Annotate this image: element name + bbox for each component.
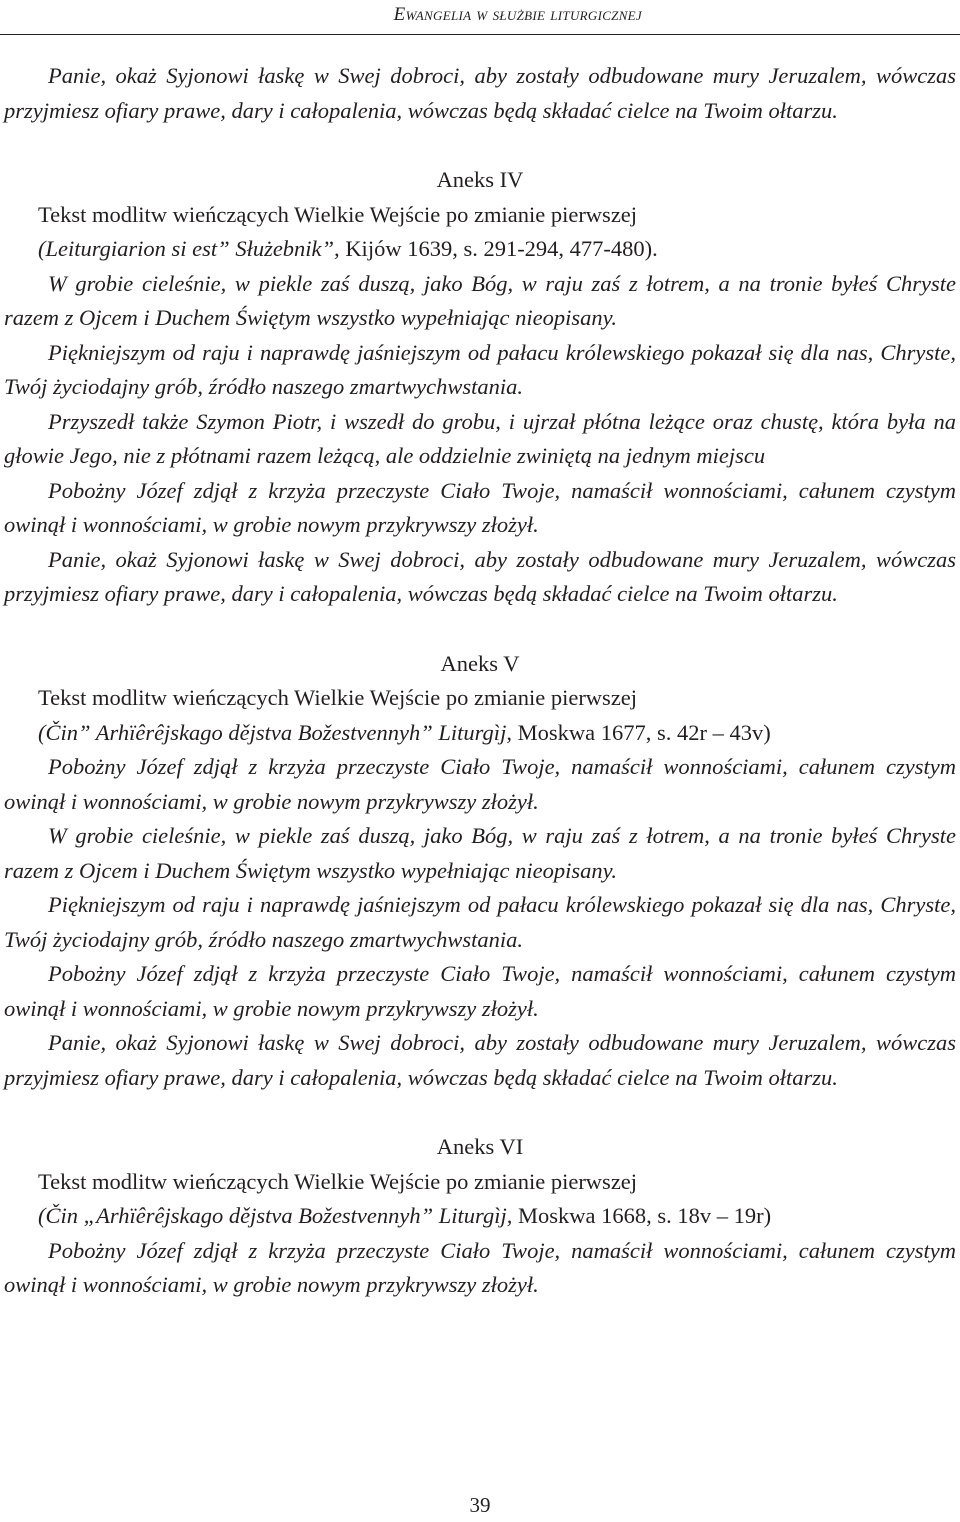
annex-source (4, 716, 956, 751)
page-number: 39 (469, 1493, 491, 1517)
paragraph: Piękniejszym od raju i naprawdę jaśniejszym od pałacu królewskiego pokazał się dla nas, Chryste, Twój życiodajny grób, źródło naszego zmartwychwstania. (4, 339, 956, 399)
header-rule (0, 34, 960, 35)
paragraph: Panie, okaż Syjonowi łaskę w Swej dobroci, aby zostały odbudowane mury Jeruzalem, wówczas przyjmiesz ofiary prawe, dary i całopalenia, wówczas będą składać cielce na Twoim ołtarzu. (4, 63, 956, 123)
paragraph: Pobożny Józef zdjął z krzyża przeczyste Ciało Twoje, namaścił wonnościami, całunem czystym owinął i wonnościami, w grobie nowym przykrywszy złożył. (4, 961, 956, 1021)
paragraph: Piękniejszym od raju i naprawdę jaśniejszym od pałacu królewskiego pokazał się dla nas, Chryste, Twój życiodajny grób, źródło naszego zmartwychwstania. (4, 892, 956, 952)
annex-source (4, 1199, 956, 1234)
source-title: (Leiturgiarion si est” Służebnik”, (38, 236, 340, 261)
paragraph: W grobie cieleśnie, w piekle zaś duszą, jako Bóg, w raju zaś z łotrem, a na tronie byłeś Chryste razem z Ojcem i Duchem Świętym wszystko wypełniając nieopisany. (4, 270, 956, 330)
source-details: Moskwa 1668, s. 18v – 19r) (517, 1203, 772, 1228)
running-header: Ewangelia w służbie liturgicznej (393, 4, 642, 25)
source-title: (Čin „Arhïêrêjskago dějstva Božestvennyh” Liturgìj, (38, 1203, 513, 1228)
paragraph: Przyszedł także Szymon Piotr, i wszedł do grobu, i ujrzał płótna leżące oraz chustę, która była na głowie Jego, nie z płótnami razem leżącą, ale oddzielnie zwiniętą na jednym miejscu (4, 408, 956, 468)
source-details: Kijów 1639, s. 291-294, 477-480). (345, 236, 658, 261)
annex-title: Aneks V (440, 650, 520, 676)
annex-title: Aneks VI (436, 1134, 524, 1159)
paragraph: Pobożny Józef zdjął z krzyża przeczyste Ciało Twoje, namaścił wonnościami, całunem czystym owinął i wonnościami, w grobie nowym przykrywszy złożył. (4, 1237, 956, 1297)
source-title: (Čin” Arhïêrêjskago dějstva Božestvennyh” Liturgìj, (38, 719, 512, 745)
paragraph: Panie, okaż Syjonowi łaskę w Swej dobroci, aby zostały odbudowane mury Jeruzalem, wówczas przyjmiesz ofiary prawe, dary i całopalenia, wówczas będą składać cielce na Twoim ołtarzu. (4, 1030, 956, 1090)
paragraph: W grobie cieleśnie, w piekle zaś duszą, jako Bóg, w raju zaś z łotrem, a na tronie byłeś Chryste razem z Ojcem i Duchem Świętym wszystko wypełniając nieopisany. (4, 823, 956, 883)
annex-subtitle: Tekst modlitw wieńczących Wielkie Wejście po zmianie pierwszej (38, 685, 638, 710)
annex-subtitle: Tekst modlitw wieńczących Wielkie Wejście po zmianie pierwszej (38, 201, 638, 227)
source-details: Moskwa 1677, s. 42r – 43v) (517, 719, 771, 745)
paragraph: Pobożny Józef zdjął z krzyża przeczyste Ciało Twoje, namaścił wonnościami, całunem czystym owinął i wonnościami, w grobie nowym przykrywszy złożył. (4, 754, 956, 814)
annex-source (4, 232, 956, 267)
paragraph: Pobożny Józef zdjął z krzyża przeczyste Ciało Twoje, namaścił wonnościami, całunem czystym owinął i wonnościami, w grobie nowym przykrywszy złożył. (4, 477, 956, 537)
page-body (4, 59, 956, 1303)
annex-subtitle: Tekst modlitw wieńczących Wielkie Wejście po zmianie pierwszej (38, 1168, 638, 1194)
paragraph: Panie, okaż Syjonowi łaskę w Swej dobroci, aby zostały odbudowane mury Jeruzalem, wówczas przyjmiesz ofiary prawe, dary i całopalenia, wówczas będą składać cielce na Twoim ołtarzu. (4, 546, 956, 606)
annex-title: Aneks IV (436, 167, 524, 192)
